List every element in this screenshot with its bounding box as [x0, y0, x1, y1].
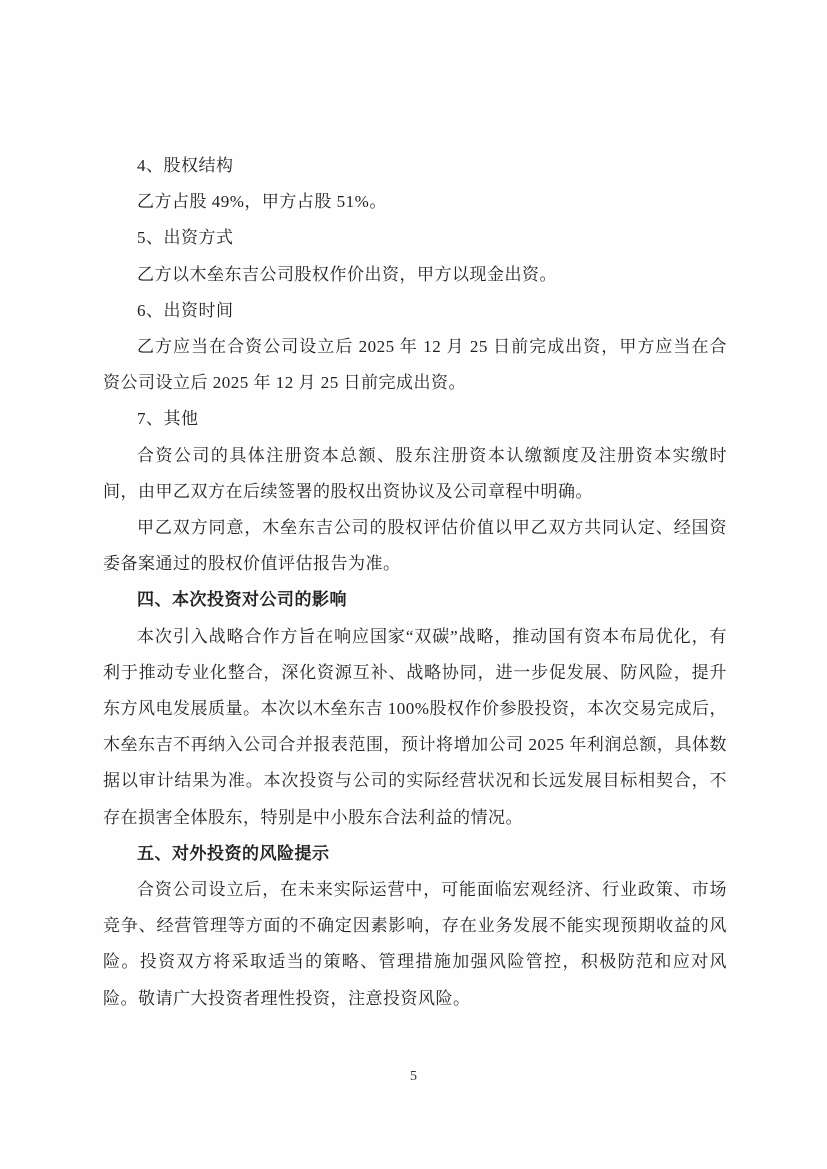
- section-heading-4-investment-impact: 四、本次投资对公司的影响: [137, 590, 347, 610]
- numbered-item-6-contribution-time: 6、出资时间: [137, 300, 234, 320]
- numbered-item-4-equity-structure: 4、股权结构: [137, 156, 234, 175]
- paragraph-shareholding-ratio: 乙方占股 49%，甲方占股 51%。: [137, 192, 387, 212]
- paragraph-contribution-method: 乙方以木垒东吉公司股权作价出资，甲方以现金出资。: [137, 264, 557, 284]
- paragraph-registered-capital: 合资公司的具体注册资本总额、股东注册资本认缴额度及注册资本实缴时间，由甲乙双方在后续签署的股权出资协议及公司章程中明确。: [103, 445, 727, 501]
- numbered-item-5-contribution-method: 5、出资方式: [137, 228, 234, 248]
- paragraph-investment-impact: 本次引入战略合作方旨在响应国家“双碳”战略，推动国有资本布局优化，有利于推动专业化整合，深化资源互补、战略协同，进一步促发展、防风险，提升东方风电发展质量。本次以木垒东吉 100%股权作价参股投资，本次交易完成后，木垒东吉不再纳入公司合并报表范围，预计将增加公司 2025 年利润总额，具体数据以审计结果为准。本次投资与公司的实际经营状况和长远发展目标相契合，不存在损害全体股东，特别是中小股东合法利益的情况。: [103, 626, 727, 827]
- paragraph-risk-warning: 合资公司设立后，在未来实际运营中，可能面临宏观经济、行业政策、市场竞争、经营管理等方面的不确定因素影响，存在业务发展不能实现预期收益的风险。投资双方将采取适当的策略、管理措施加强风险管控，积极防范和应对风险。敬请广大投资者理性投资，注意投资风险。: [103, 880, 727, 1008]
- numbered-item-7-other: 7、其他: [137, 409, 199, 429]
- paragraph-contribution-time: 乙方应当在合资公司设立后 2025 年 12 月 25 日前完成出资，甲方应当在合资公司设立后 2025 年 12 月 25 日前完成出资。: [103, 337, 727, 393]
- document-body: [103, 148, 727, 1017]
- paragraph-valuation-agreement: 甲乙双方同意，木垒东吉公司的股权评估价值以甲乙双方共同认定、经国资委备案通过的股权价值评估报告为准。: [103, 518, 727, 574]
- page-number: 5: [410, 1069, 417, 1084]
- section-heading-5-risk-warning: 五、对外投资的风险提示: [137, 843, 330, 863]
